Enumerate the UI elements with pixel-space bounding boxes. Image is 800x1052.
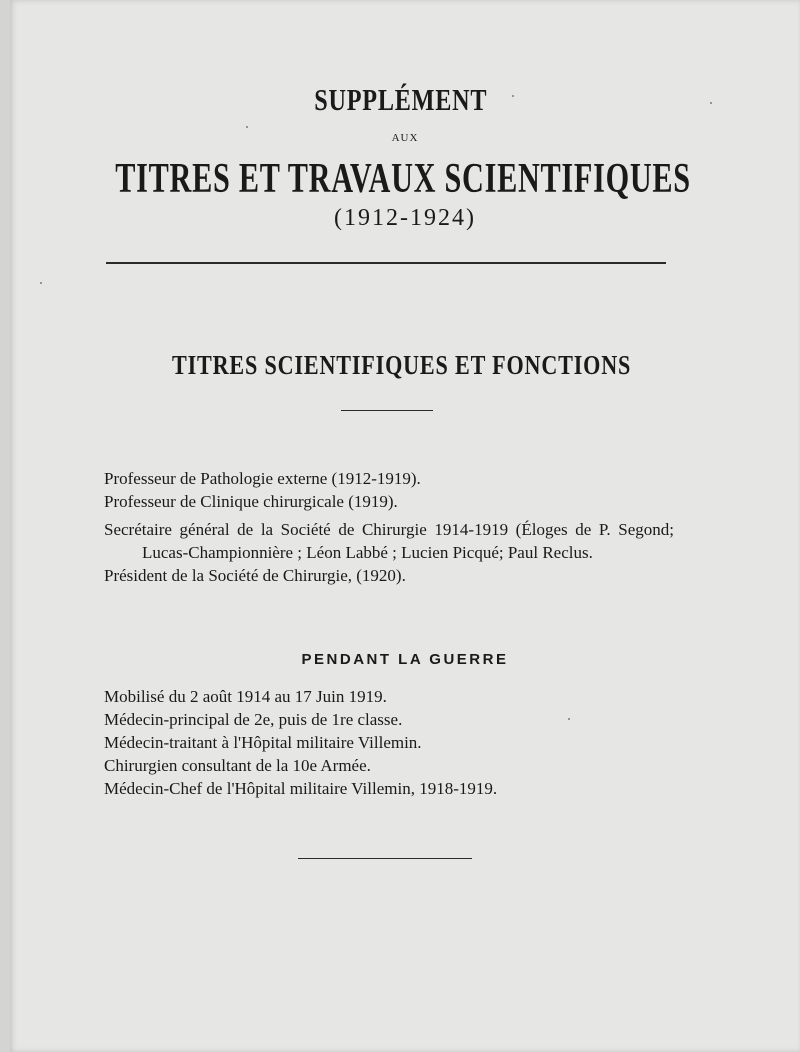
- war-entry: Mobilisé du 2 août 1914 au 17 Juin 1919.: [104, 687, 387, 706]
- year-range: (1912-1924): [334, 205, 476, 231]
- paper-speck: [246, 126, 248, 128]
- paper-speck: [512, 95, 514, 97]
- supplement-title: SUPPLÉMENT: [314, 82, 488, 117]
- war-heading: PENDANT LA GUERRE: [301, 651, 509, 668]
- footer-divider: [298, 858, 472, 859]
- war-list: [104, 685, 674, 800]
- title-entry: Secrétaire général de la Société de Chirurgie 1914-1919 (Éloges de P. Segond; Lucas-Championnière ; Léon Labbé ; Lucien Picqué; Paul Reclus.: [104, 520, 674, 562]
- war-entry: Médecin-traitant à l'Hôpital militaire Villemin.: [104, 733, 422, 752]
- paper-speck: [568, 718, 570, 720]
- paper-speck: [710, 102, 712, 104]
- header-divider: [106, 262, 666, 264]
- scanned-page: [10, 0, 800, 1052]
- main-title: TITRES ET TRAVAUX SCIENTIFIQUES: [115, 156, 691, 202]
- aux-connector: AUX: [391, 132, 419, 144]
- war-entry: Chirurgien consultant de la 10e Armée.: [104, 756, 371, 775]
- title-entry: Président de la Société de Chirurgie, (1920).: [104, 566, 406, 585]
- war-entry: Médecin-principal de 2e, puis de 1re classe.: [104, 710, 403, 729]
- title-entry: Professeur de Pathologie externe (1912-1919).: [104, 469, 421, 488]
- title-entry: Professeur de Clinique chirurgicale (1919).: [104, 492, 398, 511]
- section-divider: [341, 410, 433, 411]
- paper-speck: [40, 282, 42, 284]
- war-entry: Médecin-Chef de l'Hôpital militaire Villemin, 1918-1919.: [104, 779, 498, 798]
- section-heading: TITRES SCIENTIFIQUES ET FONCTIONS: [172, 350, 632, 380]
- titles-list: [104, 467, 674, 587]
